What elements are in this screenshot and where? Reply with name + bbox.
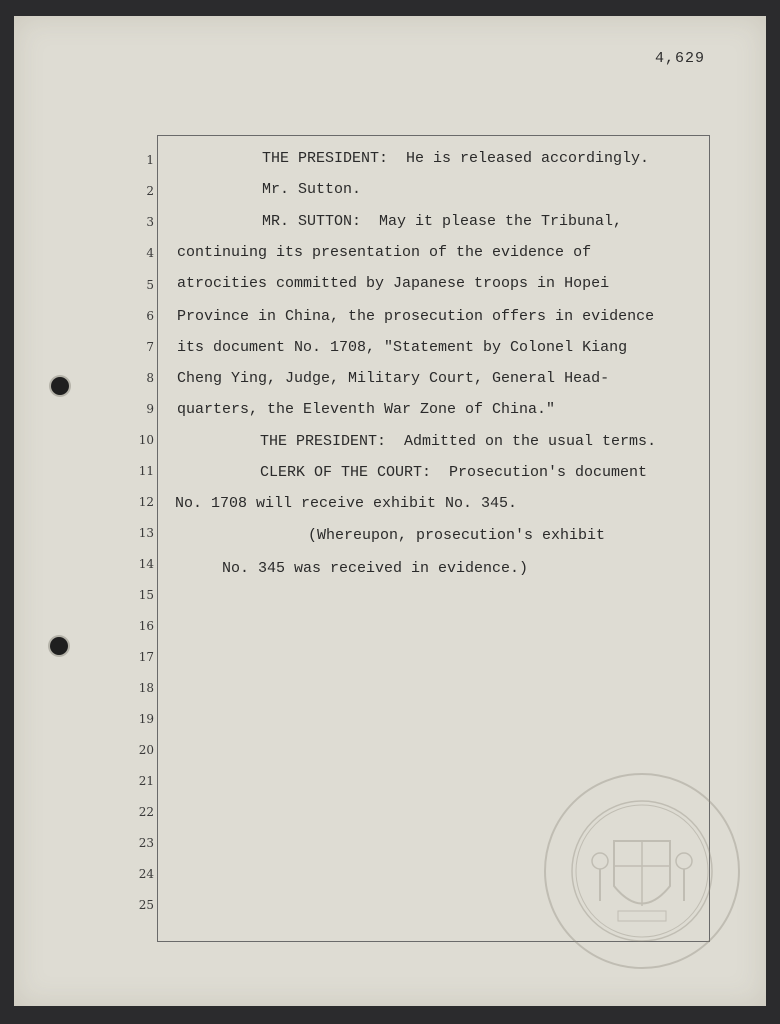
- transcript-line: (Whereupon, prosecution's exhibit: [308, 527, 606, 544]
- line-number: 3: [146, 215, 154, 229]
- line-number: 5: [146, 278, 154, 292]
- transcript-line: No. 1708 will receive exhibit No. 345.: [175, 495, 518, 512]
- line-number: 9: [146, 402, 154, 416]
- line-number: 14: [138, 557, 154, 571]
- transcript-line: Mr. Sutton.: [262, 181, 362, 198]
- line-number: 17: [138, 650, 154, 664]
- line-number: 8: [146, 371, 154, 385]
- transcript-line: THE PRESIDENT: He is released accordingly.: [262, 150, 650, 167]
- page-number: 4,629: [655, 50, 706, 67]
- transcript-line: CLERK OF THE COURT: Prosecution's document: [260, 464, 648, 481]
- line-number: 4: [146, 246, 154, 260]
- punch-hole: [50, 637, 68, 655]
- line-number: 21: [138, 774, 154, 788]
- line-number: 7: [146, 340, 154, 354]
- line-number: 2: [146, 184, 154, 198]
- document-page: [14, 16, 766, 1006]
- historical-society-seal: [542, 771, 742, 971]
- transcript-line: continuing its presentation of the evidence of: [177, 244, 592, 261]
- line-number: 25: [138, 898, 154, 912]
- line-number: 15: [138, 588, 154, 602]
- line-number: 13: [138, 526, 154, 540]
- transcript-line: quarters, the Eleventh War Zone of China.": [177, 401, 556, 418]
- line-number: 22: [138, 805, 154, 819]
- transcript-line: No. 345 was received in evidence.): [222, 560, 529, 577]
- transcript-line: THE PRESIDENT: Admitted on the usual terms.: [260, 433, 657, 450]
- punch-hole: [51, 377, 69, 395]
- transcript-line: atrocities committed by Japanese troops in Hopei: [177, 275, 610, 292]
- line-number: 11: [138, 464, 154, 478]
- transcript-line: Cheng Ying, Judge, Military Court, General Head-: [177, 370, 610, 387]
- line-number: 18: [138, 681, 154, 695]
- line-number: 20: [138, 743, 154, 757]
- line-number: 6: [146, 309, 154, 323]
- line-number: 10: [138, 433, 154, 447]
- transcript-line: its document No. 1708, "Statement by Colonel Kiang: [177, 339, 628, 356]
- transcript-line: Province in China, the prosecution offers in evidence: [177, 308, 655, 325]
- line-number: 16: [138, 619, 154, 633]
- line-number: 23: [138, 836, 154, 850]
- line-number: 12: [138, 495, 154, 509]
- line-number: 19: [138, 712, 154, 726]
- line-number: 24: [138, 867, 154, 881]
- line-number: 1: [146, 153, 154, 167]
- transcript-line: MR. SUTTON: May it please the Tribunal,: [262, 213, 623, 230]
